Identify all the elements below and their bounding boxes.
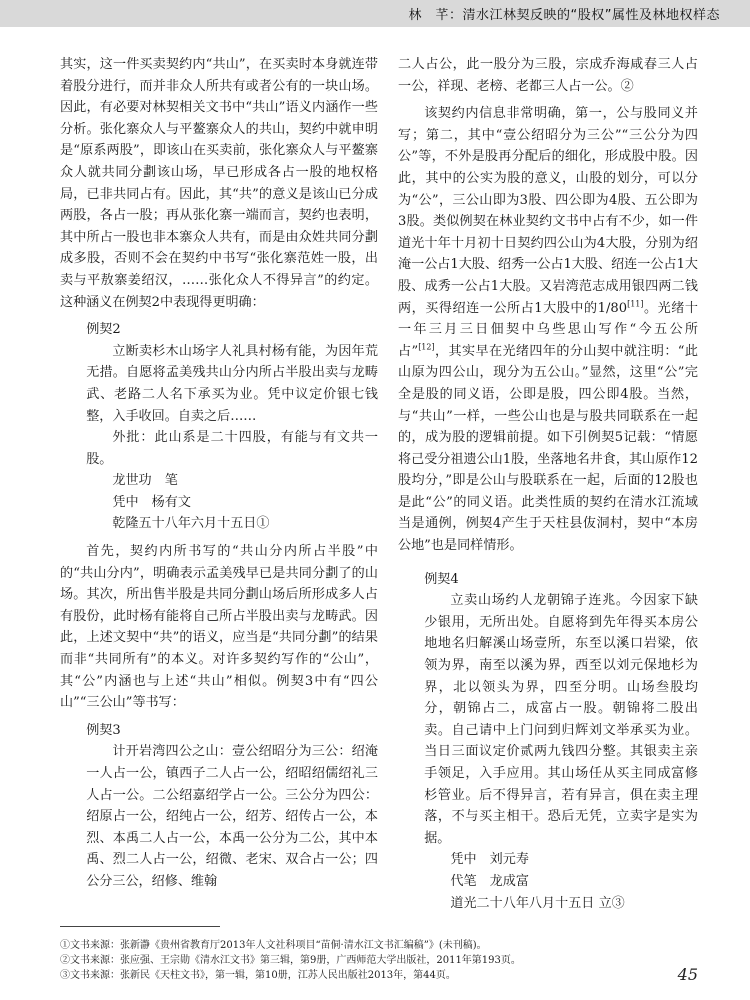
example-writer: 代笔 龙成富 (450, 873, 529, 889)
example-title: 例契4 (424, 571, 459, 587)
page-number: 45 (677, 965, 698, 984)
example-block (398, 590, 698, 914)
header-author: 林 芊 (408, 8, 450, 23)
example-date: 乾隆五十八年六月十五日① (112, 516, 270, 532)
example-writer: 龙世功 笔 (112, 473, 178, 489)
left-column (60, 54, 378, 893)
paragraph: 其实，这一件买卖契约内“共山”，在买卖时本身就连带着股分进行，而并非众人所共有或者公有的一块山场。因此，有必要对林契相关文书中“共山”语义内涵作一些分析。张化寨众人与平鳌寨众人的共山，契约中就申明是“原系两股”，即该山在买卖前，张化寨众人与平鳌寨众人就共同分劃该山场，早已形成各占一股的地权格局，已非共同占有。因此，其“共”的意义是该山已分成两股，各占一股；再从张化寨一端而言，契约也表明，其中所占一股也非本寨众人共有，而是由众姓共同分劃成多股，否则不会在契约中书写“张化寨范姓一股，出卖与平敖寨姜绍汉，……张化众人不得异言”的约定。这种涵义在例契2中表现得更明确： (60, 57, 378, 310)
header-title: ：清水江林契反映的“股权”属性及林地权样态 (449, 8, 720, 23)
footnotes (60, 938, 700, 983)
example-body: 计开岩湾四公之山：壹公绍昭分为三公：绍淹一人占一公，镇西子二人占一公，绍昭绍儒绍礼三人占一公。二公绍嘉绍学占一公。三公分为四公：绍原占一公，绍纯占一公，绍芳、绍传占一公，本烈、本禹二人占一公，本禹一公分为二公，其中本禹、烈二人占一公，绍微、老宋、双合占一公；四公分三公，绍修、维翰 (86, 744, 378, 889)
example-date: 道光二十八年八月十五日 立③ (450, 895, 625, 911)
paragraph-text: 。光绪十一年三月三日佃契中乌些思山写作“今五公所占” (398, 300, 699, 359)
example-witness: 凭中 刘元寿 (450, 852, 529, 868)
paragraph: 首先，契约内所书写的“共山分内所占半股”中的“共山分内”，明确表示孟美残早已是共同分劃了的山场。其次，所出售半股是共同分劃山场后所形成多人占有股份，此时杨有能将自己所占半股出卖与龙畴武。因此，上述文契中“共”的语义，应当是“共同分劃”的结果而非“共同所有”的本义。对许多契约写作的“公山”，其“公”内涵也与上述“共山”相似。例契3中有“四公山”“三公山”等书写： (60, 544, 378, 711)
paragraph-text: 该契约内信息非常明确，第一，公与股同义并写；第二，其中“壹公绍昭分为三公”“三公分为四公”等，不外是股再分配后的细化，形成股中股。因此，其中的公实为股的意义，山股的划分，可以分为“公”，三公山即为3股、四公即为4股、五公即为3股。类似例契在林业契约文书中占有不少，如一件道光十年十月初十日契约四公山为4大股，分别为绍淹一公占1大股、绍秀一公占1大股、绍连一公占1大股、成秀一公占1大股。又岩湾范志成用银四两二钱两，买得绍连一公所占1大股中的1/80 (398, 106, 698, 316)
citation: [12] (418, 342, 435, 352)
running-header-text (409, 4, 721, 23)
example-block (60, 741, 378, 892)
example-note: 外批：此山系是二十四股，有能与有文共一股。 (86, 430, 378, 467)
example-block-continued (398, 54, 698, 97)
footnote-divider (60, 926, 220, 927)
paragraph-text: ，其实早在光绪四年的分山契中就注明：“此山原为四公山，现分为五公山。”显然，这里“公”完全是股的同义语，公即是股，四公即4股。当然，与“共山”一样，一些公山也是与股共同联系在一起的，成为股的逻辑前提。如下引例契5记载：“情愿将己受分祖遗公山1股，坐落地名井食，其山原作12股均分，”即是公山与股联系在一起，后面的12股也是此“公”的同义语。此类性质的契约在清水江流域当是通例，例契4产生于天柱县伖洞村，契中“本房公地”也是同样情形。 (398, 343, 698, 554)
example-witness: 凭中 杨有文 (112, 494, 191, 510)
citation: [11] (627, 299, 644, 309)
footnote: ①文书来源：张新瀞《贵州省教育厅2013年人文社科项目“苗侗·清水江文书汇编稿”》(未刊稿)。 (60, 940, 487, 951)
example-body-continued: 二人占公，此一股分为三股，宗成乔海咸春三人占一公，祥现、老榜、老都三人占一公。② (398, 57, 698, 94)
example-block (60, 341, 378, 535)
example-title: 例契2 (86, 322, 121, 338)
right-column (398, 54, 698, 914)
example-body: 立断卖杉木山场字人礼具村杨有能，为因年荒无措。自愿将孟美残共山分内所占半股出卖与龙畴武、老路二人名下承买为业。凭中议定价银七钱整，入手收回。自卖之后…… (86, 343, 378, 424)
paragraph (398, 103, 698, 556)
footnote: ②文书来源：张应强、王宗勋《清水江文书》第三辑，第9册，广西师范大学出版社，2011年第193页。 (60, 955, 521, 966)
example-title: 例契3 (86, 722, 121, 738)
footnote: ③文书来源：张新民《天柱文书》，第一辑，第10册，江苏人民出版社2013年，第44页。 (60, 970, 456, 981)
example-body: 立卖山场约人龙朝锦子连兆。今因家下缺少银用，无所出处。自愿将到先年得买本房公地地名归解溪山场壹所，东至以溪口岩梁，依领为界，南至以溪为界，西至以刘元保地杉为界，北以领头为界，四至分明。山场叁股均分，朝锦占二，成富占一股。朝锦将二股出卖。自己请中上门问到归辉刘文举承买为业。当日三面议定价贰两九钱四分整。其银卖主亲手领足，入手应用。其山场任从买主同成富修杉管业。后不得异言，若有异言，俱在卖主理落，不与买主相干。恐后无凭，立卖字是实为据。 (424, 593, 698, 846)
running-header (0, 0, 750, 27)
